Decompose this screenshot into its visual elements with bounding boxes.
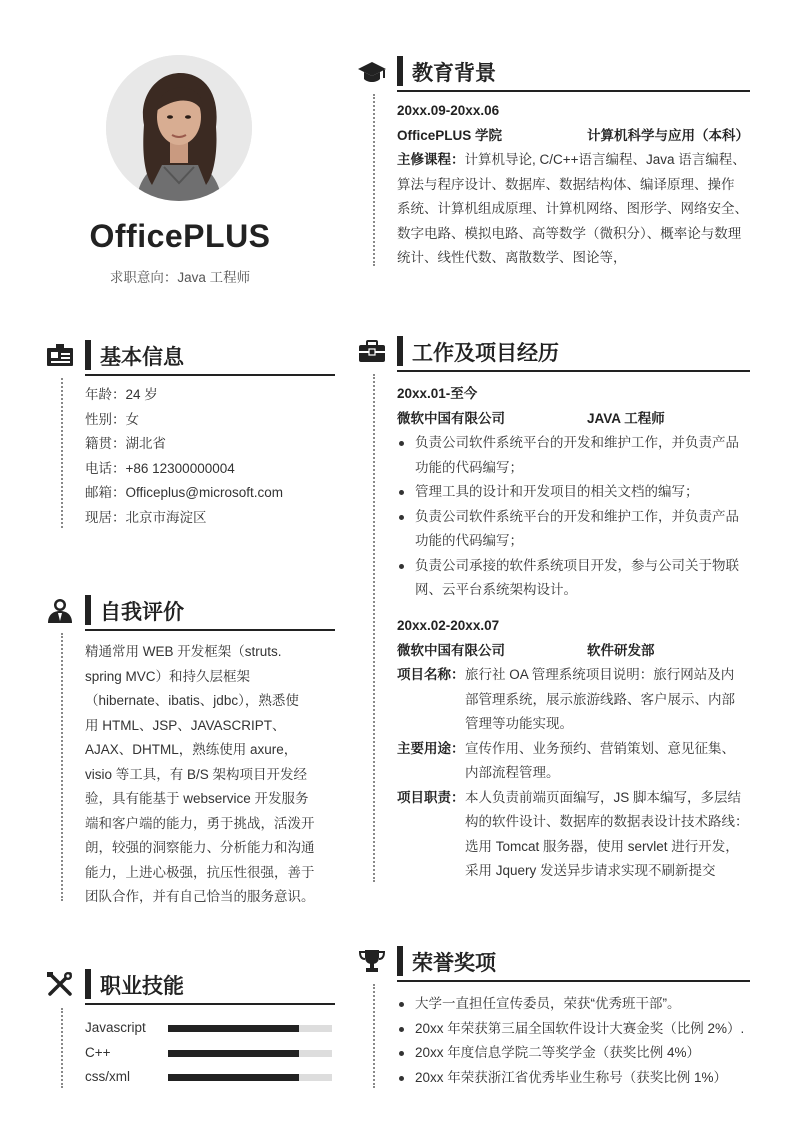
self-eval-line: 能力，上进心极强，抗压性很强，善于 (85, 864, 315, 880)
basic-info-item: 籍贯：湖北省 (85, 436, 166, 451)
job-period: 20xx.01-至今 (397, 386, 478, 401)
self-eval-line: visio 等工具，有 B/S 架构项目开发经 (85, 766, 308, 782)
duty-line: 负责公司软件系统平台的开发和维护工作，并负责产品 (415, 508, 739, 524)
self-eval-text (85, 640, 335, 910)
education-period: 20xx.09-20xx.06 (397, 103, 500, 118)
skill-name: Javascript (85, 1020, 146, 1035)
briefcase-icon (357, 338, 387, 364)
project-line: 管理等功能实现。 (465, 716, 573, 731)
job-entry-1 (397, 382, 750, 603)
project-line: 部管理系统，展示旅游线路、客户展示、内部 (465, 691, 735, 707)
duty-line: 管理工具的设计和开发项目的相关文档的编写； (415, 484, 699, 499)
self-eval-line: 验，具有能基于 webservice 开发服务 (85, 791, 309, 806)
job-role: 软件研发部 (587, 642, 655, 658)
timeline-dots (61, 378, 63, 528)
candidate-name: OfficePLUS (89, 218, 271, 254)
basic-info-item: 电话：+86 12300000004 (85, 460, 235, 476)
section-header-work (357, 332, 750, 372)
basic-info-item: 性别：女 (85, 411, 139, 427)
project-line: 采用 Jquery 发送异步请求实现不刷新提交 (465, 863, 716, 878)
project-line: 本人负责前端页面编写，JS 脚本编写，多层结 (465, 789, 742, 805)
skill-name: css/xml (85, 1069, 130, 1084)
education-entry (397, 99, 750, 271)
timeline-dots (61, 633, 63, 901)
skill-bar-fill (168, 1050, 299, 1057)
section-title-education: 教育背景 (412, 62, 496, 85)
skill-bar (168, 1074, 332, 1081)
honors-list (397, 992, 767, 1090)
section-title-work: 工作及项目经历 (412, 342, 559, 365)
job-company: 微软中国有限公司 (397, 410, 505, 426)
job-company: 微软中国有限公司 (397, 642, 505, 658)
section-header-honors (357, 942, 750, 982)
section-header-skills (45, 965, 335, 1005)
section-title-skills: 职业技能 (100, 975, 184, 998)
self-eval-line: 端和客户端的能力，勇于挑战，活泼开 (85, 815, 315, 831)
job-role: JAVA 工程师 (587, 410, 665, 426)
honor-item: 大学一直担任宣传委员，荣获“优秀班干部”。 (397, 992, 767, 1017)
education-school: OfficePLUS 学院 (397, 127, 503, 143)
skill-row (85, 1065, 335, 1089)
self-eval-line: AJAX、DHTML，熟练使用 axure， (85, 742, 298, 757)
skill-name: C++ (85, 1045, 111, 1060)
timeline-dots (373, 984, 375, 1088)
duty-item (397, 431, 750, 480)
course-line: 算法与程序设计、数据库、数据结构体、编译原理、操作 (397, 176, 735, 192)
project-line: 选用 Tomcat 服务器，使用 servlet 进行开发， (465, 838, 739, 854)
course-line: 计算机导论, C/C++语言编程、Java 语言编程、 (464, 152, 746, 167)
skill-bar (168, 1025, 332, 1032)
job-duties (397, 431, 750, 603)
honor-item: 20xx 年度信息学院二等奖学金（获奖比例 4%） (397, 1041, 767, 1066)
skill-row (85, 1041, 335, 1065)
basic-info-item: 邮箱：Officeplus@microsoft.com (85, 485, 283, 500)
section-header-self-eval (45, 591, 335, 631)
course-line: 统计、线性代数、离散数学、图论等， (397, 250, 627, 265)
self-eval-line: 用 HTML、JSP、JAVASCRIPT、 (85, 717, 286, 733)
skill-bar (168, 1050, 332, 1057)
basic-info-item: 年龄：24 岁 (85, 387, 158, 402)
duty-item (397, 505, 750, 554)
avatar (106, 55, 252, 201)
job-period: 20xx.02-20xx.07 (397, 618, 500, 633)
duty-item (397, 554, 750, 603)
user-icon (45, 597, 75, 623)
self-eval-line: 精通常用 WEB 开发框架（struts. (85, 644, 282, 659)
section-title-basic: 基本信息 (100, 346, 184, 369)
portrait-photo (106, 55, 252, 201)
section-header-education (357, 52, 750, 92)
project-row (397, 663, 750, 737)
project-line: 内部流程管理。 (465, 765, 560, 780)
section-title-honors: 荣誉奖项 (412, 952, 496, 975)
project-label: 项目名称： (397, 667, 465, 682)
tools-icon (45, 971, 75, 997)
skill-bar-fill (168, 1025, 299, 1032)
trophy-icon (357, 948, 387, 974)
course-line: 系统、计算机组成原理、计算机网络、图形学、网络安全、 (397, 201, 748, 216)
project-label: 主要用途： (397, 740, 465, 756)
self-eval-line: 朗，较强的洞察能力、分析能力和沟通 (85, 840, 315, 855)
duty-line: 负责公司承接的软件系统项目开发，参与公司关于物联 (415, 557, 739, 573)
project-label: 项目职责： (397, 789, 465, 805)
graduation-cap-icon (357, 58, 387, 84)
duty-line: 负责公司软件系统平台的开发和维护工作，并负责产品 (415, 435, 739, 450)
project-line: 构的软件设计、数据库的数据表设计技术路线： (465, 814, 749, 829)
skill-bar-fill (168, 1074, 299, 1081)
section-title-self-eval: 自我评价 (100, 601, 184, 624)
project-line: 宣传作用、业务预约、营销策划、意见征集、 (465, 740, 735, 756)
skill-row (85, 1016, 335, 1040)
duty-line: 网、云平台系统架构设计。 (415, 582, 577, 597)
project-line: 旅行社 OA 管理系统项目说明：旅行网站及内 (465, 667, 735, 682)
duty-item (397, 480, 750, 505)
project-row (397, 737, 750, 786)
self-eval-line: spring MVC）和持久层框架 (85, 668, 251, 684)
project-row (397, 786, 750, 884)
courses-label: 主修课程： (397, 152, 465, 167)
duty-line: 功能的代码编写； (415, 533, 523, 548)
course-line: 数字电路、模拟电路、高等数学（微积分）、概率论与数理 (397, 225, 742, 241)
timeline-dots (373, 94, 375, 266)
id-card-icon (45, 342, 75, 368)
honor-item: 20xx 年荣获浙江省优秀毕业生称号（获奖比例 1%） (397, 1066, 767, 1091)
timeline-dots (373, 374, 375, 882)
education-major: 计算机科学与应用（本科） (587, 127, 749, 143)
honor-item: 20xx 年荣获第三届全国软件设计大赛金奖（比例 2%）. (397, 1017, 767, 1042)
timeline-dots (61, 1008, 63, 1088)
basic-info-item: 现居：北京市海淀区 (85, 509, 207, 525)
job-intent: 求职意向：Java 工程师 (109, 270, 251, 285)
job-entry-2 (397, 614, 750, 884)
self-eval-line: 团队合作，并有自己恰当的服务意识。 (85, 889, 315, 904)
section-header-basic (45, 336, 335, 376)
duty-line: 功能的代码编写； (415, 459, 523, 475)
basic-info-list (85, 383, 335, 530)
self-eval-line: （hibernate、ibatis、jdbc），熟悉使 (85, 693, 299, 708)
